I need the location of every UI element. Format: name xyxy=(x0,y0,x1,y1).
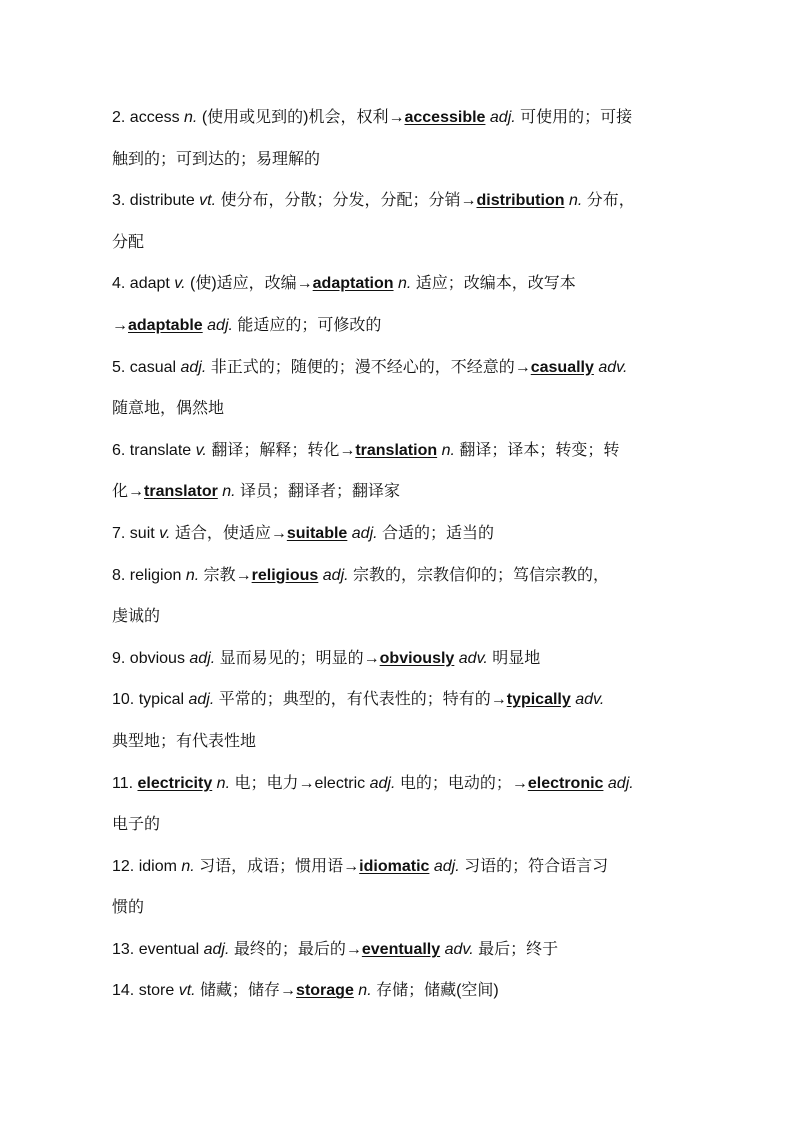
entry-text: 翻译；译本；转变；转 xyxy=(454,441,620,459)
entry-text: 13. eventual xyxy=(112,940,204,958)
part-of-speech: n. xyxy=(222,483,236,501)
entry-text: 习语的；符合语言习 xyxy=(459,857,609,875)
entry-line xyxy=(112,305,692,347)
part-of-speech: adj. xyxy=(203,940,230,958)
derived-word: typically xyxy=(506,691,571,709)
entry-text: 译员；翻译者；翻译家 xyxy=(235,483,401,501)
entry-text: 4. adapt xyxy=(112,275,175,293)
part-of-speech: n. xyxy=(184,109,198,126)
entry-line xyxy=(112,555,692,597)
entry-line xyxy=(112,388,692,430)
entry-text: 最终的；最后的→ xyxy=(229,940,362,958)
vocab-entry xyxy=(112,638,692,680)
entry-text: 电的；电动的；→ xyxy=(395,774,528,792)
entry-line xyxy=(112,263,692,305)
part-of-speech: adj. xyxy=(188,691,215,709)
entry-text: 惯的 xyxy=(112,899,145,917)
vocab-entry xyxy=(112,679,692,762)
derived-word: translation xyxy=(355,441,438,459)
entry-text: 3. distribute xyxy=(112,192,200,210)
entry-text: 分配 xyxy=(112,233,145,251)
entry-text: 随意地，偶然地 xyxy=(112,400,225,418)
vocab-entry xyxy=(112,263,692,346)
entry-line xyxy=(112,679,692,721)
part-of-speech: adj. xyxy=(433,857,460,875)
entry-text: 合适的；适当的 xyxy=(377,524,495,542)
derived-word: idiomatic xyxy=(359,857,430,875)
part-of-speech: n. xyxy=(358,982,372,1000)
entry-text: 2. access xyxy=(112,109,185,126)
entry-text: 电；电力→electric xyxy=(230,774,370,792)
derived-word: storage xyxy=(296,982,354,1000)
entry-text: 平常的；典型的，有代表性的；特有的→ xyxy=(214,691,507,709)
derived-word: electricity xyxy=(137,774,213,792)
entry-text: 12. idiom xyxy=(112,857,182,875)
entry-text: (使用或见到的)机会，权利→ xyxy=(197,109,405,126)
entry-line xyxy=(112,347,692,389)
entry-line xyxy=(112,887,692,929)
part-of-speech: v. xyxy=(174,275,186,293)
entry-line xyxy=(112,721,692,763)
entry-text: 11. xyxy=(112,774,138,792)
part-of-speech: adv. xyxy=(458,649,488,667)
part-of-speech: v. xyxy=(159,524,171,542)
part-of-speech: adj. xyxy=(189,649,216,667)
entry-text: 典型地；有代表性地 xyxy=(112,732,257,750)
entry-line xyxy=(112,804,692,846)
entry-line xyxy=(112,180,692,222)
entry-text: 14. store xyxy=(112,982,179,1000)
entry-line xyxy=(112,97,692,139)
entry-text: 10. typical xyxy=(112,691,189,709)
part-of-speech: vt. xyxy=(199,192,217,210)
entry-text: 翻译；解释；转化→ xyxy=(206,441,356,459)
part-of-speech: n. xyxy=(181,857,195,875)
entry-line xyxy=(112,638,692,680)
entry-line xyxy=(112,929,692,971)
entry-text: 化→ xyxy=(112,483,145,501)
part-of-speech: adv. xyxy=(598,358,628,376)
derived-word: religious xyxy=(251,566,319,584)
part-of-speech: v. xyxy=(195,441,207,459)
part-of-speech: n. xyxy=(441,441,455,459)
derived-word: accessible xyxy=(404,109,486,126)
part-of-speech: adj. xyxy=(207,316,233,334)
entry-text: 习语，成语；惯用语→ xyxy=(194,857,360,875)
vocab-entry xyxy=(112,555,692,638)
entry-line xyxy=(112,846,692,888)
part-of-speech: adj. xyxy=(322,566,349,584)
derived-word: obviously xyxy=(379,649,455,667)
part-of-speech: adj. xyxy=(369,774,396,792)
part-of-speech: adv. xyxy=(575,691,605,709)
part-of-speech: n. xyxy=(185,566,200,584)
entry-text: 电子的 xyxy=(112,816,161,834)
entry-text: 宗教的，宗教信仰的；笃信宗教的， xyxy=(348,566,610,584)
entry-text: 宗教→ xyxy=(199,566,252,584)
entry-text: → xyxy=(112,316,128,334)
entry-text: 8. religion xyxy=(112,566,186,584)
entry-text: 触到的；可到达的；易理解的 xyxy=(112,150,321,168)
entry-text: 可使用的；可接 xyxy=(515,109,633,126)
part-of-speech: adj. xyxy=(489,109,516,126)
entry-text: 存储；储藏(空间) xyxy=(371,982,499,1000)
entry-text: 最后；终于 xyxy=(473,940,559,958)
vocab-entry xyxy=(112,347,692,430)
entry-text: 非正式的；随便的；漫不经心的，不经意的→ xyxy=(206,358,531,376)
derived-word: eventually xyxy=(361,940,441,958)
vocab-entry xyxy=(112,180,692,263)
derived-word: casually xyxy=(530,358,594,376)
entry-text: 5. casual xyxy=(112,358,181,376)
entry-line xyxy=(112,513,692,555)
vocab-entry xyxy=(112,763,692,846)
vocabulary-list xyxy=(112,97,692,1012)
part-of-speech: adj. xyxy=(180,358,207,376)
vocab-entry xyxy=(112,97,692,180)
part-of-speech: adv. xyxy=(444,940,474,958)
derived-word: electronic xyxy=(527,774,604,792)
part-of-speech: n. xyxy=(568,192,583,210)
entry-line xyxy=(112,763,692,805)
entry-text: 虔诚的 xyxy=(112,608,161,626)
part-of-speech: adj. xyxy=(351,524,378,542)
entry-line xyxy=(112,222,692,264)
derived-word: distribution xyxy=(476,192,565,210)
entry-text: 7. suit xyxy=(112,524,160,542)
vocab-entry xyxy=(112,846,692,929)
vocab-entry xyxy=(112,970,692,1012)
entry-line xyxy=(112,970,692,1012)
entry-text: 明显地 xyxy=(487,649,541,667)
entry-text: 能适应的；可修改的 xyxy=(232,316,382,334)
entry-text: 适合，使适应→ xyxy=(170,524,287,542)
entry-text: 使分布，分散；分发，分配；分销→ xyxy=(216,192,477,210)
entry-line xyxy=(112,139,692,181)
derived-word: translator xyxy=(144,483,218,501)
entry-text: 适应；改编本，改写本 xyxy=(411,275,576,293)
entry-text: 分布， xyxy=(582,192,635,210)
vocab-entry xyxy=(112,513,692,555)
part-of-speech: n. xyxy=(398,275,412,293)
entry-text: 显而易见的；明显的→ xyxy=(215,649,380,667)
entry-text: 储藏；储存→ xyxy=(195,982,297,1000)
vocab-entry xyxy=(112,929,692,971)
part-of-speech: vt. xyxy=(178,982,196,1000)
entry-line xyxy=(112,471,692,513)
vocab-entry xyxy=(112,430,692,513)
part-of-speech: adj. xyxy=(607,774,634,792)
entry-text: 6. translate xyxy=(112,441,196,459)
derived-word: adaptable xyxy=(128,316,203,334)
derived-word: suitable xyxy=(286,524,348,542)
entry-text: (使)适应，改编→ xyxy=(185,275,313,293)
entry-line xyxy=(112,596,692,638)
entry-line xyxy=(112,430,692,472)
derived-word: adaptation xyxy=(312,275,394,293)
part-of-speech: n. xyxy=(216,774,231,792)
entry-text: 9. obvious xyxy=(112,649,190,667)
